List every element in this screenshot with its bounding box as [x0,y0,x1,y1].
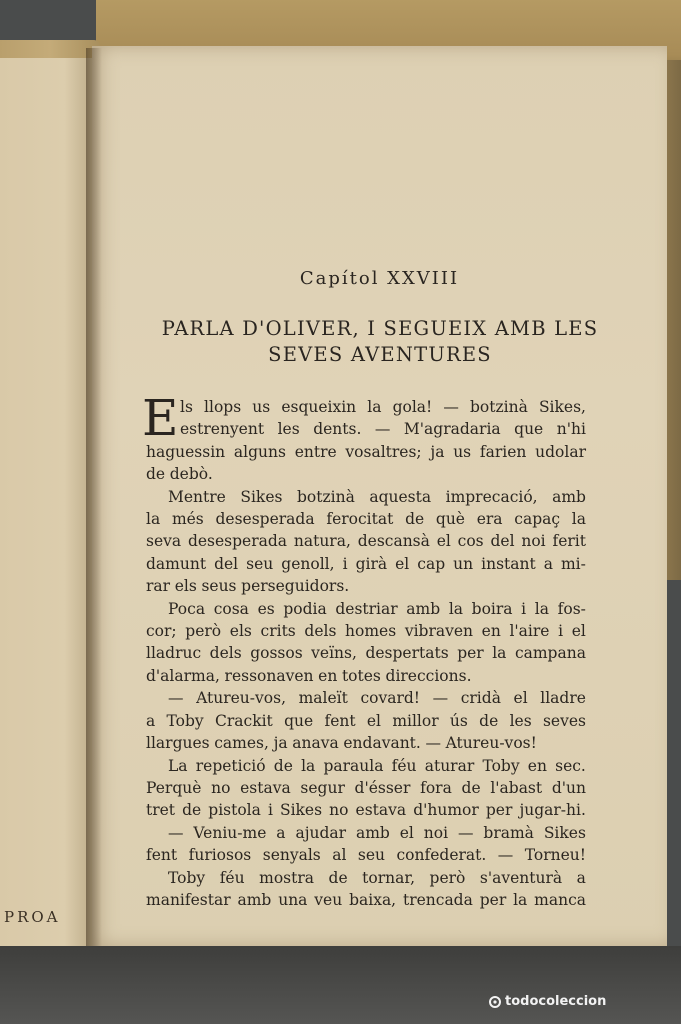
chapter-title-line: PARLA D'OLIVER, I SEGUEIX AMB LES [161,317,599,340]
word: i [521,599,527,618]
word: pistola [208,801,261,820]
word: Toby [168,868,206,887]
word: era [476,510,503,529]
word: fora [420,778,452,797]
word: al [332,846,347,865]
word: tret [146,801,176,820]
word: cridà [460,689,501,708]
word: llargues [146,734,210,753]
word: — [425,734,441,753]
word: dels [304,622,337,641]
word: i [267,801,273,820]
chapter-heading: Capítol XXVIII [299,268,460,289]
word: a [543,554,553,573]
word: seu [246,554,274,573]
word: però [429,868,466,887]
word: — [168,823,184,842]
word: lladre [540,689,586,708]
word: amb [552,487,586,506]
text-line [146,889,586,911]
word: debò. [169,465,213,484]
word: confederat. [396,846,487,865]
word: seus [201,577,237,596]
word: perseguidors. [241,577,350,596]
word: el [366,711,382,730]
word: vibraven [404,622,474,641]
word: fent [324,711,356,730]
word: descansà [357,532,430,551]
word: girà [355,554,388,573]
word: Toby [482,756,520,775]
word: esqueixin [281,398,357,416]
word: cap [417,554,446,573]
word: estava [240,778,291,797]
word: seu [357,846,386,865]
watermark-logo-icon [489,996,501,1008]
word: desesperada [187,532,288,551]
word: fent [146,846,178,865]
text-line [146,553,586,575]
word: en [527,756,547,775]
word: n'hi [556,420,586,439]
word: homes [345,622,397,641]
word: no [329,801,349,820]
word: les [277,420,300,439]
word: mi- [560,554,586,573]
word: la [513,890,528,909]
text-line [146,598,586,620]
word: natura, [293,532,351,551]
word: repetició [195,756,266,775]
word: i [558,622,564,641]
word: no [211,778,231,797]
word: un [453,554,474,573]
word: gola! [392,398,433,416]
word: alguns [233,442,286,461]
word: ls [180,398,193,416]
word: l'abast [490,778,543,797]
word: per [457,644,484,663]
word: llops [204,398,242,416]
word: de [461,778,481,797]
word: furiosos [188,846,252,865]
word: — [168,689,184,708]
word: cos [457,532,484,551]
word: noi [521,532,546,551]
word: però [185,622,222,641]
word: sec. [555,756,586,775]
text-line [146,799,586,821]
text-line [146,844,586,866]
word: M'agradaria [403,420,501,439]
word: el [571,622,586,641]
word: i [342,554,348,573]
word: per [485,801,513,820]
text-line [146,441,586,463]
word: — [497,846,514,865]
word: mostra [259,868,314,887]
word: covard! [360,689,421,708]
word: endavant. [343,734,421,753]
word: ferocitat [326,510,394,529]
word: què [435,510,465,529]
word: el [513,689,528,708]
word: d'humor [413,801,479,820]
word: la [146,510,161,529]
word: Poca [168,599,206,618]
word: la [448,599,464,618]
word: bramà [483,823,534,842]
word: noi [423,823,449,842]
word: Sikes [279,801,323,820]
word: el [395,554,410,573]
word: dents. [313,420,362,439]
word: la [571,510,586,529]
word: Sikes [240,487,283,506]
text-line [146,755,586,777]
word: farien [479,442,527,461]
word: els [229,622,252,641]
word: dels [209,644,242,663]
text-line [146,665,586,687]
word: ajudar [295,823,347,842]
word: campana [514,644,586,663]
word: Crackit [215,711,273,730]
word: maleït [298,689,348,708]
word: us [453,442,472,461]
word: manifestar [146,890,231,909]
word: — [443,398,459,416]
word: Sikes [543,823,586,842]
word: cames, [214,734,269,753]
word: — [457,823,474,842]
word: la [301,756,316,775]
word: veïns, [311,644,357,663]
word: trencada [402,890,473,909]
word: desesperada [215,510,315,529]
word: Atureu-vos, [196,689,286,708]
word: amb [355,823,390,842]
text-line [146,777,586,799]
word: haguessin [146,442,226,461]
body-text [142,389,586,911]
word: de [182,801,202,820]
chapter-title-line: SEVES AVENTURES [268,343,492,366]
word: vosaltres; [345,442,422,461]
word: les [509,711,532,730]
word: estava [355,801,407,820]
word: a [276,823,286,842]
text-line [146,508,586,530]
word: manca [534,890,586,909]
word: Perquè [146,778,202,797]
word: botzinà [296,487,355,506]
spine-shadow [86,48,102,953]
word: baixa, [349,890,397,909]
word: capaç [514,510,561,529]
word: botzinà [469,398,528,416]
word: fos- [557,599,586,618]
text-line [146,642,586,664]
drop-cap: E [142,389,179,447]
watermark: todocoleccion [505,994,607,1009]
text-line [146,620,586,642]
word: Toby [166,711,204,730]
word: féu [219,868,245,887]
word: que [514,420,544,439]
word: per [479,890,507,909]
word: del [490,532,515,551]
word: de [328,868,348,887]
table-surface [0,946,681,1024]
word: gossos [250,644,303,663]
word: la [534,599,549,618]
word: seva [146,532,182,551]
word: s'aventurà [479,868,563,887]
left-page [0,58,92,950]
word: a [146,711,156,730]
word: la [492,644,507,663]
word: totes [341,666,381,685]
word: imprecació, [445,487,538,506]
word: boira [471,599,513,618]
word: ferit [552,532,586,551]
word: la [367,398,382,416]
text-line [146,530,586,552]
word: rar [146,577,171,596]
word: estrenyent [180,420,265,439]
word: de [479,711,499,730]
word: Veniu-me [193,823,267,842]
word: crits [260,622,296,641]
word: direccions. [385,666,472,685]
word: Mentre [168,487,226,506]
word: del [214,554,239,573]
text-line [146,687,586,709]
word: ja [430,442,445,461]
word: el [436,532,451,551]
word: a [576,868,586,887]
word: aturar [424,756,475,775]
word: damunt [146,554,207,573]
word: amb [406,599,441,618]
text-line [146,822,586,844]
word: — [432,689,449,708]
word: entre [294,442,337,461]
word: els [174,577,197,596]
word: es [257,599,275,618]
word: ressonaven [224,666,314,685]
chapter-title [130,316,630,368]
text-line [146,732,586,754]
text-line [146,418,586,440]
word: una [278,890,308,909]
word: d'ésser [354,778,411,797]
text-line [146,710,586,732]
word: paraula [323,756,384,775]
word: instant [481,554,536,573]
word: de [273,756,293,775]
word: cor; [146,622,177,641]
word: ús [449,711,468,730]
word: lladruc [146,644,202,663]
word: senyals [262,846,321,865]
word: cosa [213,599,249,618]
word: en [481,622,501,641]
word: ja [273,734,288,753]
word: Torneu! [524,846,586,865]
word: tornar, [362,868,415,887]
word: udolar [535,442,586,461]
word: jugar-hi. [519,801,586,820]
publisher-imprint: PROA [4,908,61,926]
word: La [168,756,188,775]
word: — [374,420,391,439]
word: Sikes, [538,398,586,416]
word: destriar [335,599,398,618]
word: d'alarma, [146,666,220,685]
word: podia [283,599,327,618]
word: aquesta [369,487,432,506]
word: genoll, [281,554,335,573]
word: seves [542,711,586,730]
text-line [146,463,586,485]
word: segur [300,778,345,797]
word: l'aire [509,622,550,641]
word: anava [292,734,339,753]
word: de [146,465,166,484]
text-line [146,486,586,508]
word: en [318,666,338,685]
word: féu [391,756,417,775]
text-line [146,575,586,597]
word: més [171,510,204,529]
word: millor [392,711,439,730]
word: Atureu-vos! [445,734,537,753]
word: que [284,711,314,730]
word: d'un [551,778,586,797]
word: el [399,823,414,842]
word: amb [237,890,272,909]
word: de [405,510,425,529]
word: us [252,398,271,416]
text-line [146,867,586,889]
word: veu [314,890,343,909]
word: despertats [365,644,449,663]
